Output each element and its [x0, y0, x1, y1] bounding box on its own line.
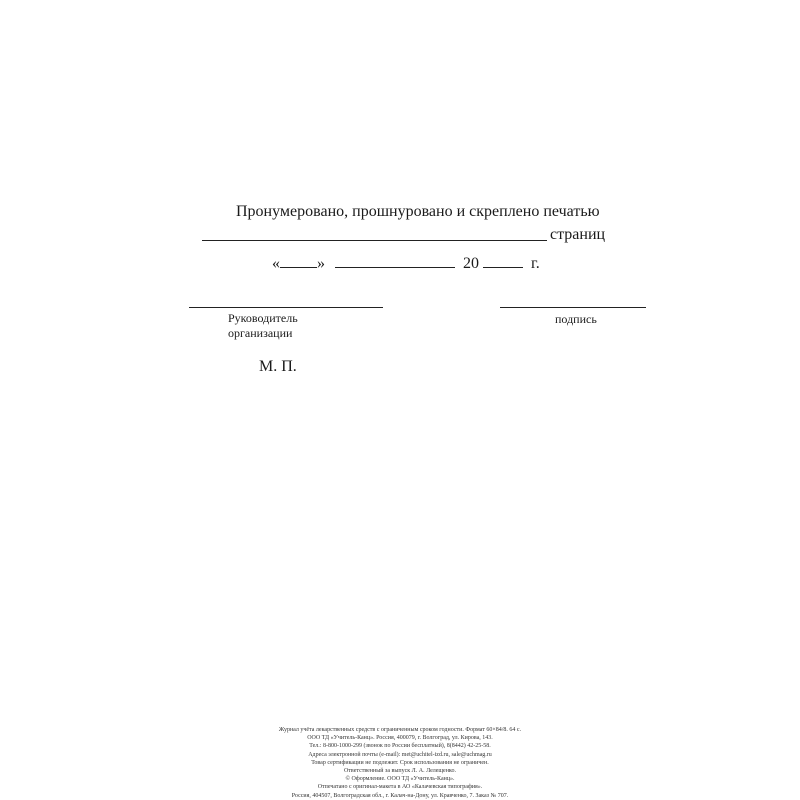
colophon-line: Журнал учёта лекарственных средств с ограниченным сроком годности. Формат 60×84/8. 64 с.: [278, 727, 522, 733]
page-count-blank: [202, 240, 547, 241]
certification-statement: Пронумеровано, прошнуровано и скреплено печатью: [236, 203, 600, 220]
colophon-line: ООО ТД «Учитель-Канц». Россия, 400079, г. Волгоград, ул. Кирова, 143.: [307, 735, 493, 742]
colophon-line: Адреса электронной почты (e-mail): met@uchitel-izd.ru, sale@uchmag.ru: [308, 751, 492, 758]
colophon-line: Товар сертификации не подлежит. Срок использования не ограничен.: [311, 759, 489, 766]
head-label-line2: организации: [228, 326, 293, 340]
signature-line: [500, 307, 646, 308]
date-open-quote: «: [272, 255, 280, 272]
colophon-line: Ответственный за выпуск Л. А. Лелещенко.: [343, 768, 457, 775]
head-signature-line: [189, 307, 383, 308]
month-blank: [335, 253, 455, 268]
year-suffix: г.: [531, 255, 540, 272]
date-close-quote: »: [317, 255, 325, 272]
head-label-line1: Руководитель: [228, 311, 298, 325]
colophon-line: © Оформление. ООО ТД «Учитель-Канц».: [345, 776, 455, 783]
pages-word: страниц: [550, 226, 606, 243]
signature-label: подпись: [555, 312, 597, 326]
colophon-line: Россия, 404507, Волгоградская обл., г. Калач-на-Дону, ул. Кравченко, 7. Заказ № 707.: [291, 792, 509, 799]
year-prefix: 20: [463, 255, 479, 272]
colophon-line: Тел.: 8-800-1000-299 (звонок по России бесплатный), 8(8442) 42-25-58.: [309, 743, 491, 750]
date-row: [272, 253, 540, 273]
seal-place-label: М. П.: [259, 358, 297, 375]
head-of-organization-label: [228, 311, 298, 341]
colophon: [200, 726, 600, 800]
year-blank: [483, 253, 523, 268]
day-blank: [280, 253, 317, 268]
colophon-line: Отпечатано с оригинал-макета в АО «Калачевская типография».: [317, 784, 483, 791]
